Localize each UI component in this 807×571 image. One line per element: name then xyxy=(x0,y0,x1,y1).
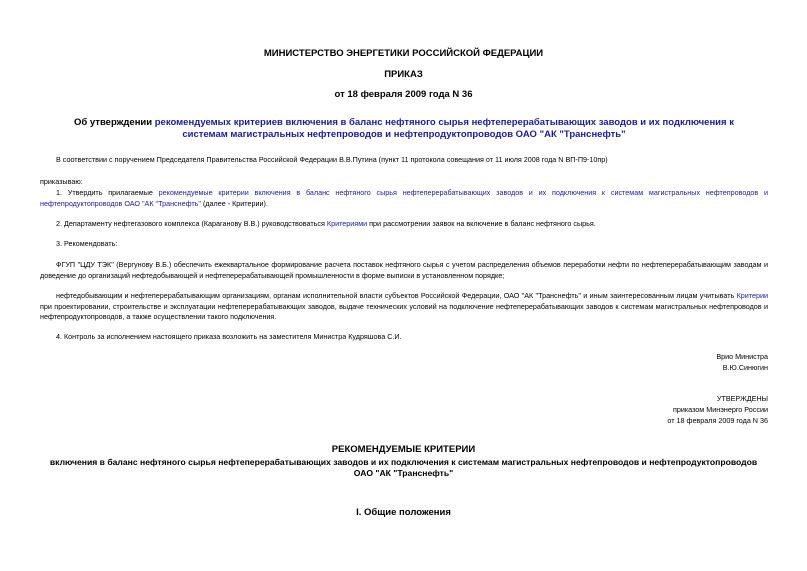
date-number-heading: от 18 февраля 2009 года N 36 xyxy=(334,89,473,100)
p1-prefix: 1. Утвердить прилагаемые xyxy=(56,188,159,197)
ministry-heading: МИНИСТЕРСТВО ЭНЕРГЕТИКИ РОССИЙСКОЙ ФЕДЕРАЦИИ xyxy=(263,48,544,59)
signature-position: Врио Министра xyxy=(716,352,768,361)
signature-name: В.Ю.Синюгин xyxy=(722,363,768,372)
title-prefix: Об утверждении xyxy=(74,117,155,128)
criteria-subtitle-2: ОАО "АК "Транснефть" xyxy=(353,468,454,478)
p2-criteria-link[interactable]: Критериями xyxy=(326,219,368,228)
document-title xyxy=(70,117,738,141)
paragraph-1 xyxy=(40,188,768,209)
paragraph-3a: ФГУП "ЦДУ ТЭК" (Вергунову В.Б.) обеспечить ежеквартальное формирование расчета поставок нефтяного сырья с учетом распределения объемов переработки нефти по нефтеперерабатывающим заводам и доведение до организаций нефтедобывающей и нефтеперерабатывающей промышленности в форме выписки в установленном порядке; xyxy=(40,260,768,280)
criteria-heading: РЕКОМЕНДУЕМЫЕ КРИТЕРИИ xyxy=(331,444,476,455)
paragraph-3: 3. Рекомендовать: xyxy=(56,239,118,248)
p1-criteria-link[interactable]: рекомендуемые критерии включения в баланс нефтяного сырья нефтеперерабатывающих заводов и их подключения к системам магистральных нефтепроводов и нефтепродуктопроводов ОАО "АК "Транснефть" xyxy=(40,188,768,208)
p3b-suffix: при проектировании, строительстве и эксплуатации нефтеперерабатывающих заводов, выдаче технических условий на подключение нефтеперерабатывающих заводов к системам магистральных нефтепроводов и нефтепродуктопроводов, а также осуществлении такого подключения. xyxy=(40,301,768,321)
doc-type-heading: ПРИКАЗ xyxy=(384,69,423,80)
intro-paragraph: В соответствии с поручением Председателя Правительства Российской Федерации В.В.Путина (пункт 11 протокола совещания от 11 июля 2008 года N ВП-П9-10пр) xyxy=(56,155,608,164)
paragraph-2 xyxy=(56,219,776,230)
approval-line-1: УТВЕРЖДЕНЫ xyxy=(716,394,768,403)
p3b-prefix: нефтедобывающим и нефтеперерабатывающим организациям, органам исполнительной власти субъектов Российской Федерации, ОАО "АК "Транснефть" и иным заинтересованным лицам учитывать xyxy=(56,291,737,300)
approval-line-3: от 18 февраля 2009 года N 36 xyxy=(667,416,768,425)
paragraph-4: 4. Контроль за исполнением настоящего приказа возложить на заместителя Министра Кудряшова С.И. xyxy=(56,332,402,341)
approval-line-2: приказом Минэнерго России xyxy=(672,405,768,414)
p2-prefix: 2. Департаменту нефтегазового комплекса (Караганову В.В.) руководствоваться xyxy=(56,219,327,228)
p3b-criteria-link[interactable]: Критерии xyxy=(736,291,768,300)
title-criteria-link[interactable]: рекомендуемых критериев включения в баланс нефтяного сырья нефтеперерабатывающих заводов и их подключения к системам магистральных нефтепроводов и нефтепродуктопроводов ОАО "АК "Транснефть" xyxy=(154,117,734,140)
order-word: приказываю: xyxy=(40,177,83,186)
p2-suffix: при рассмотрении заявок на включение в баланс нефтяного сырья. xyxy=(367,219,596,228)
p1-suffix: (далее - Критерии). xyxy=(200,198,268,208)
criteria-subtitle-1: включения в баланс нефтяного сырья нефтеперерабатывающих заводов и их подключения к системам магистральных нефтепроводов и нефтепродуктопроводов xyxy=(49,457,758,467)
section-1-heading: I. Общие положения xyxy=(356,507,451,518)
paragraph-3b xyxy=(40,291,768,323)
